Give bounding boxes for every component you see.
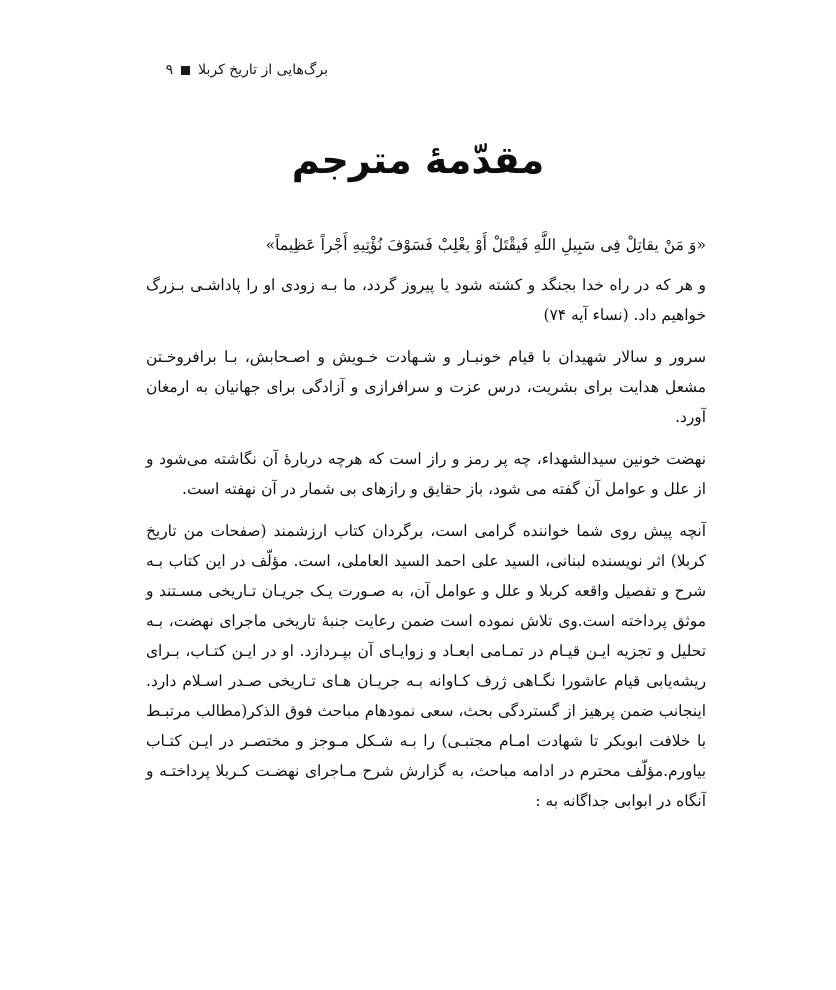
chapter-title: مقدّمهٔ مترجم (291, 138, 545, 182)
quran-verse: «وَ مَنْ یقاتِلْ فِی سَبِیلِ اللَّهِ فَیقْتَلْ أَوْ یغْلِبْ فَسَوْفَ نُؤْتِیهِ أَجْراً عَظِیماً» (265, 236, 706, 254)
paragraph-book: آنچه پیش روی شما خواننده گرامی است، برگردان کتاب ارزشمند (صفحات من تاریخ کربلا) اثر نویسنده لبنانی، السید علی احمد السید العاملی، است. مؤلّف در این کتاب بـه شرح و تفصیل واقعه کربلا و علل و عوامل آن، به صـورت یـک جریـان تـاریخی مسـتند و موثق پرداخته است.وی تلاش نموده است ضمن رعایت جنبهٔ تاریخی ماجرای نهضت، بـه تحلیل و تجزیه ایـن قیـام در تمـامی ابعـاد و زوایـای آن بپـردازد. او در ایـن کتـاب، بـرای ریشه‌یابی قیام عاشورا نگـاهی ژرف کـاوانه بـه جریـان هـای تـاریخی صـدر اسـلام دارد. اینجانب ضمن پرهیز از گستردگی بحث، سعی نمودهام مباحث فوق الذکر(مطالب مرتبـط با خلافت ابوبکر تا شهادت امـام مجتبـی) را بـه شـکل مـوجز و مختصـر در ایـن کتـاب بیاورم.مؤلّف محترم در ادامه مباحث، به گزارش شرح مـاجرای نهضـت کـربلا پرداختـه و آنگاه در ابوابی جداگانه به : (146, 522, 706, 810)
square-bullet-icon (181, 66, 190, 75)
running-title: برگ‌هایی از تاریخ کربلا (198, 62, 328, 78)
paragraph-intro: سرور و سالار شهیدان با قیام خونبـار و شـهادت خـویش و اصـحابش، بـا برافروخـتن مشعل هدایت برای بشریت، درس عزت و سرافرازی و آزادگی برای جهانیان به ارمغان آورد. (146, 348, 706, 426)
paragraph-mystery: نهضت خونین سیدالشهداء، چه پر رمز و راز است که هرچه دربارهٔ آن نگاشته می‌شود و از علل و عوامل آن گفته می شود، باز حقایق و رازهای بی شمار در آن نهفته است. (146, 450, 706, 498)
running-header (166, 62, 328, 78)
paragraph-translation: و هر که در راه خدا بجنگد و کشته شود یا پیروز گردد، ما بـه زودی او را پاداشـی بـزرگ خواهیم داد. (نساء آیه ۷۴) (146, 276, 706, 324)
page-number: ۹ (165, 62, 174, 78)
body-text (146, 230, 706, 828)
